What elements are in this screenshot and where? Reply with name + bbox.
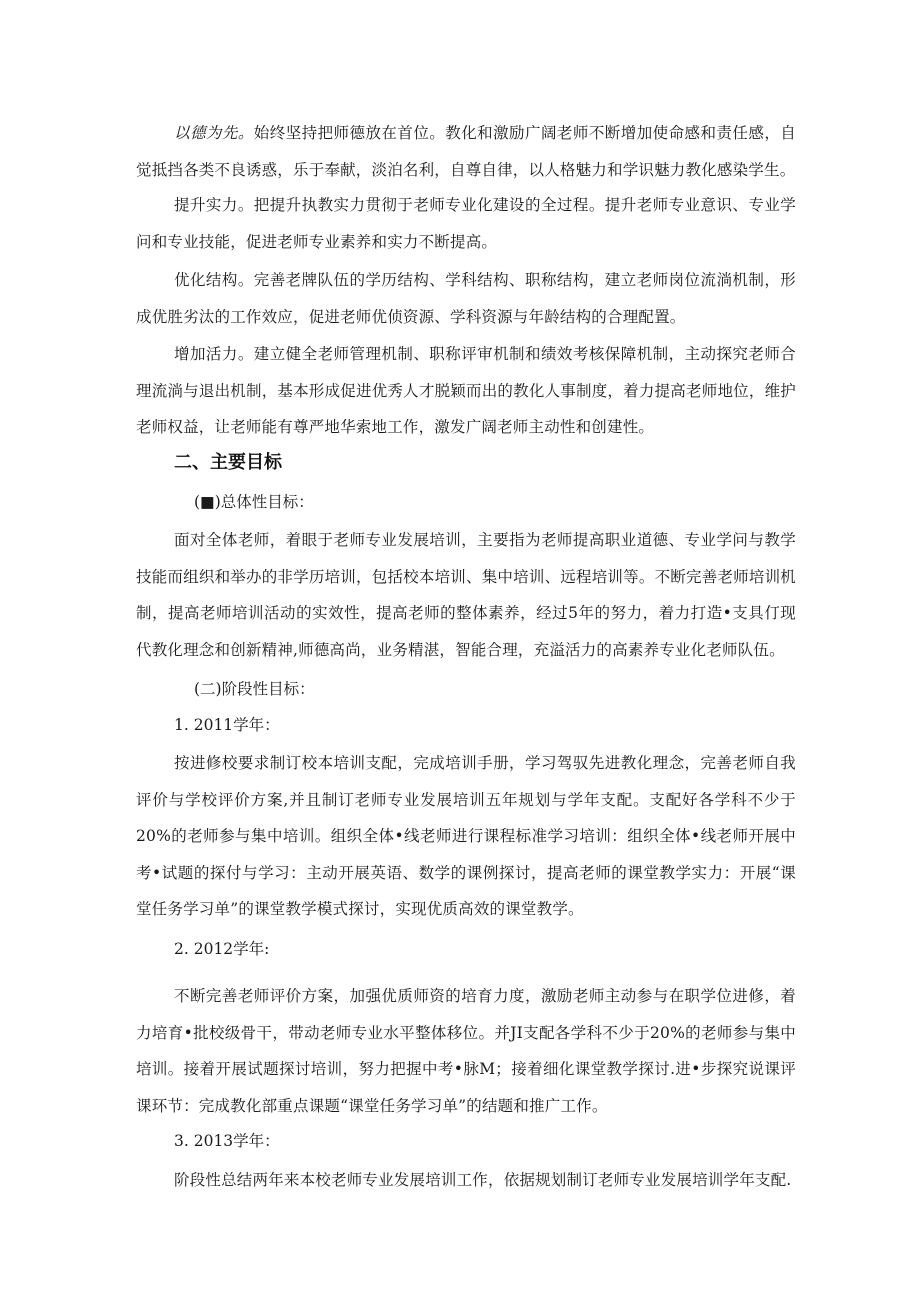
stage-1-year-label: 1. 2011学年： [174, 716, 280, 734]
stage-3-year-label: 3. 2013学年： [174, 1132, 280, 1150]
stage-2-paragraph: 不断完善老师评价方案，加强优质师资的培育力度，激励老师主动参与在职学位进修，着力培育•批校级骨干，带动老师专业水平整体移位。并JI支配各学科不少于20%的老师参与集中培训。接着开展试题探讨培训，努力把握中考•脉M；接着细化课堂教学探讨.进•步探究说课评课环节：完成教化部重点课题“课堂任务学习单”的结题和推广工作。 [136, 987, 796, 1115]
stage-goal-label: (二)阶段性目标： [194, 680, 315, 698]
stage-3-paragraph: 阶段性总结两年来本校老师专业发展培训工作，依据规划制订老师专业发展培训学年支配. [174, 1171, 792, 1189]
overall-goal-paragraph: 面对全体老师，着眼于老师专业发展培训，主要指为老师提高职业道德、专业学问与教学技能而组织和举办的非学历培训，包括校本培训、集中培训、远程培训等。不断完善老师培训机制，提高老师培训活动的实效性，提高老师的整体素养，经过5年的努力，着力打造•支具仃现代教化理念和创新精神,师德高尚，业务精湛，智能合理，充溢活力的高素养专业化老师队伍。 [136, 531, 796, 659]
stage-2-year-label: 2. 2012学年: [174, 940, 270, 958]
stage-1-paragraph: 按进修校要求制订校本培训支配，完成培训手册，学习驾驭先进教化理念，完善老师自我评价与学校评价方案,并且制订老师专业发展培训五年规划与学年支配。支配好各学科不少于20%的老师参与集中培训。组织全体•线老师进行课程标准学习培训：组织全体•线老师开展中考•试题的探付与学习：主动开展英语、数学的课例探讨，提高老师的课堂教学实力：开展“课堂任务学习单”的课堂教学模式探讨，实现优质高效的课堂教学。 [136, 754, 796, 918]
principle-paragraph-2: 提升实力。把提升执教实力贯彻于老师专业化建设的全过程。提升老师专业意识、专业学问和专业技能，促进老师专业素养和实力不断提高。 [136, 196, 796, 251]
overall-goal-label: (■)总体性目标： [194, 493, 314, 511]
principle-1-text: 始终坚持把师德放在首位。教化和激励广阔老师不断增加使命感和责任感，自觉抵挡各类不良诱惑，乐于奉献，淡泊名利，自尊自律，以人格魅力和学识魅力教化感染学生。 [136, 124, 796, 179]
principle-1-lead: 以德为先。 [174, 124, 254, 142]
principle-paragraph-4: 增加活力。建立健全老师管理机制、职称评审机制和绩效考核保障机制，主动探究老师合理流淌与退出机制，基本形成促进优秀人才脱颖而出的教化人事制度，着力提高老师地位，维护老师权益，让老师能有尊严地华索地工作，激发广阔老师主动性和创建性。 [136, 345, 796, 436]
principle-paragraph-3: 优化结构。完善老牌队伍的学历结构、学科结构、职称结构，建立老师岗位流淌机制，形成优胜劣汰的工作效应，促进老师优侦资源、学科资源与年龄结构的合理配置。 [136, 271, 796, 326]
principle-paragraph-1 [136, 115, 796, 188]
section-heading-main-goals: 二、主要目标 [174, 452, 282, 473]
